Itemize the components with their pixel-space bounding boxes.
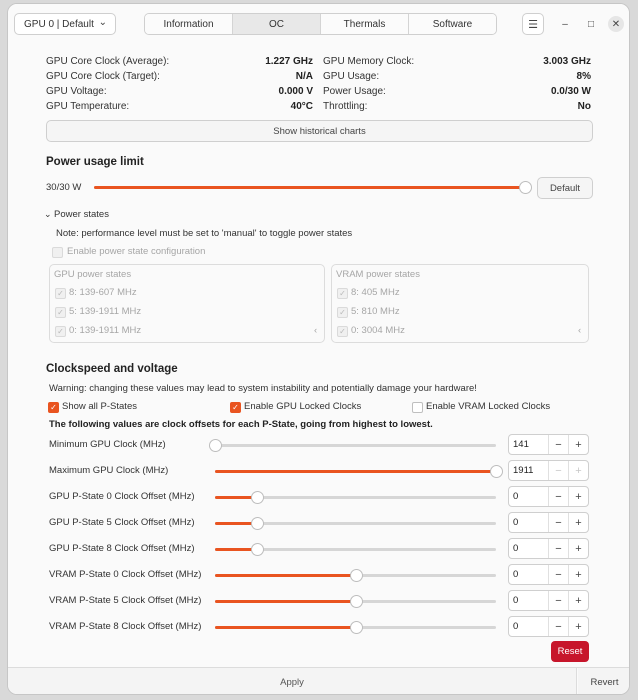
vram-state-label: 8: 405 MHz <box>351 287 400 298</box>
enable-vram-locked-clocks-checkbox[interactable] <box>412 402 423 413</box>
minus-icon[interactable]: − <box>548 435 568 454</box>
clock-row-spinbutton[interactable] <box>508 564 589 585</box>
stat-value: 8% <box>576 71 591 82</box>
chevron-left-icon[interactable]: ‹ <box>578 325 582 336</box>
tab-oc[interactable]: OC <box>233 14 321 34</box>
minus-icon[interactable]: − <box>548 565 568 584</box>
plus-icon[interactable]: + <box>568 461 588 480</box>
clock-row-value[interactable]: 0 <box>513 491 519 502</box>
tab-information[interactable]: Information <box>145 14 233 34</box>
gpu-state-label: 0: 139-1911 MHz <box>69 325 142 336</box>
tab-bar <box>144 13 497 35</box>
power-states-toggle[interactable] <box>44 209 109 220</box>
tab-thermals[interactable]: Thermals <box>321 14 409 34</box>
clock-row-slider[interactable] <box>215 626 496 629</box>
clock-row-spinbutton[interactable] <box>508 486 589 507</box>
clockspeed-title: Clockspeed and voltage <box>46 363 178 375</box>
clock-row-label: Maximum GPU Clock (MHz) <box>49 465 169 476</box>
reset-button[interactable]: Reset <box>551 641 589 662</box>
offsets-note: The following values are clock offsets for each P-State, going from highest to lowest. <box>49 419 433 430</box>
tab-software[interactable]: Software <box>409 14 496 34</box>
clock-row-label: GPU P-State 5 Clock Offset (MHz) <box>49 517 195 528</box>
clock-row-slider-knob[interactable] <box>209 439 222 452</box>
vram-power-states-title: VRAM power states <box>336 269 420 280</box>
clock-row-slider[interactable] <box>215 522 496 525</box>
clock-row-slider-knob[interactable] <box>251 491 264 504</box>
clock-row-value[interactable]: 1911 <box>513 465 534 476</box>
clock-row-label: GPU P-State 0 Clock Offset (MHz) <box>49 491 195 502</box>
power-limit-slider[interactable] <box>94 186 525 189</box>
minus-icon[interactable]: − <box>548 591 568 610</box>
clock-row-slider-knob[interactable] <box>350 595 363 608</box>
maximize-icon[interactable]: □ <box>587 18 595 30</box>
clock-row-value[interactable]: 0 <box>513 517 519 528</box>
stat-label: GPU Voltage: <box>46 86 107 97</box>
power-default-button[interactable]: Default <box>537 177 593 199</box>
power-states-toggle-label: Power states <box>54 209 109 220</box>
clock-row-label: VRAM P-State 8 Clock Offset (MHz) <box>49 621 202 632</box>
stat-label: GPU Temperature: <box>46 101 130 112</box>
plus-icon[interactable]: + <box>568 435 588 454</box>
clock-row-slider[interactable] <box>215 574 496 577</box>
vram-power-states-box <box>331 264 589 343</box>
enable-power-state-label: Enable power state configuration <box>67 246 206 257</box>
gpu-power-states-box <box>49 264 325 343</box>
power-states-note: Note: performance level must be set to 'manual' to toggle power states <box>56 228 353 239</box>
clock-row-spinbutton[interactable] <box>508 460 589 481</box>
stat-value: 3.003 GHz <box>543 56 591 67</box>
plus-icon[interactable]: + <box>568 513 588 532</box>
plus-icon[interactable]: + <box>568 539 588 558</box>
clock-row-slider-knob[interactable] <box>350 569 363 582</box>
clockspeed-warning: Warning: changing these values may lead to system instability and potentially damage your hardware! <box>49 383 477 394</box>
vram-state-label: 5: 810 MHz <box>351 306 400 317</box>
gpu-state-checkbox[interactable]: ✓ <box>55 326 66 337</box>
minus-icon[interactable]: − <box>548 539 568 558</box>
show-historical-charts-button[interactable]: Show historical charts <box>46 120 593 142</box>
vram-state-checkbox[interactable]: ✓ <box>337 326 348 337</box>
clock-row-spinbutton[interactable] <box>508 538 589 559</box>
gpu-select-label: GPU 0 | Default <box>24 18 94 30</box>
show-all-pstates-label: Show all P-States <box>62 401 137 412</box>
chevron-left-icon[interactable]: ‹ <box>314 325 318 336</box>
clock-row-slider-knob[interactable] <box>490 465 503 478</box>
stat-label: GPU Core Clock (Average): <box>46 56 170 67</box>
stat-value: 1.227 GHz <box>265 56 313 67</box>
minus-icon[interactable]: − <box>548 461 568 480</box>
power-limit-slider-fill <box>94 186 525 189</box>
clock-row-value[interactable]: 0 <box>513 543 519 554</box>
stat-label: GPU Memory Clock: <box>323 56 415 67</box>
gpu-state-label: 8: 139-607 MHz <box>69 287 137 298</box>
clock-row-slider-fill <box>215 574 356 577</box>
vram-state-checkbox[interactable]: ✓ <box>337 307 348 318</box>
plus-icon[interactable]: + <box>568 617 588 636</box>
clock-row-slider[interactable] <box>215 470 496 473</box>
stat-value: No <box>577 101 591 112</box>
stat-value: 0.0/30 W <box>550 86 591 97</box>
enable-gpu-locked-clocks-label: Enable GPU Locked Clocks <box>244 401 362 412</box>
clock-row-spinbutton[interactable] <box>508 616 589 637</box>
clock-row-label: VRAM P-State 0 Clock Offset (MHz) <box>49 569 202 580</box>
minimize-icon[interactable]: – <box>562 18 568 30</box>
clock-row-slider-fill <box>215 470 496 473</box>
clock-row-value[interactable]: 0 <box>513 595 519 606</box>
gpu-select-dropdown[interactable] <box>14 13 116 35</box>
clock-row-label: GPU P-State 8 Clock Offset (MHz) <box>49 543 195 554</box>
clock-row-slider[interactable] <box>215 496 496 499</box>
enable-power-state-checkbox[interactable] <box>52 247 63 258</box>
stat-value: 0.000 V <box>278 86 313 97</box>
clock-row-slider[interactable] <box>215 548 496 551</box>
vram-state-checkbox[interactable]: ✓ <box>337 288 348 299</box>
hamburger-menu-icon[interactable]: ☰ <box>522 13 544 35</box>
stat-label: Power Usage: <box>323 86 386 97</box>
power-limit-value: 30/30 W <box>46 182 82 193</box>
footer-bar <box>8 667 629 695</box>
minus-icon[interactable]: − <box>548 487 568 506</box>
power-limit-title: Power usage limit <box>46 156 144 168</box>
clock-row-slider[interactable] <box>215 600 496 603</box>
app-window <box>7 3 630 695</box>
stat-label: Throttling: <box>323 101 368 112</box>
clock-row-slider-fill <box>215 600 356 603</box>
apply-button[interactable]: Apply <box>8 668 577 695</box>
plus-icon[interactable]: + <box>568 591 588 610</box>
revert-button[interactable]: Revert <box>578 668 630 695</box>
minus-icon[interactable]: − <box>548 513 568 532</box>
clock-row-slider-knob[interactable] <box>251 517 264 530</box>
power-limit-slider-knob[interactable] <box>519 181 532 194</box>
show-all-pstates-checkbox[interactable]: ✓ <box>48 402 59 413</box>
clock-row-label: Minimum GPU Clock (MHz) <box>49 439 166 450</box>
gpu-state-checkbox[interactable]: ✓ <box>55 307 66 318</box>
clock-row-slider-fill <box>215 626 356 629</box>
vram-state-label: 0: 3004 MHz <box>351 325 405 336</box>
clock-row-value[interactable]: 0 <box>513 569 519 580</box>
clock-row-label: VRAM P-State 5 Clock Offset (MHz) <box>49 595 202 606</box>
chevron-down-icon: ⌄ <box>98 17 107 28</box>
enable-vram-locked-clocks-label: Enable VRAM Locked Clocks <box>426 401 551 412</box>
plus-icon[interactable]: + <box>568 565 588 584</box>
gpu-power-states-title: GPU power states <box>54 269 132 280</box>
clock-row-spinbutton[interactable] <box>508 590 589 611</box>
clock-row-slider-knob[interactable] <box>350 621 363 634</box>
minus-icon[interactable]: − <box>548 617 568 636</box>
stat-value: 40°C <box>290 101 313 112</box>
stat-label: GPU Usage: <box>323 71 380 82</box>
close-icon[interactable]: ✕ <box>608 16 624 32</box>
plus-icon[interactable]: + <box>568 487 588 506</box>
clock-row-slider[interactable] <box>215 444 496 447</box>
clock-row-slider-knob[interactable] <box>251 543 264 556</box>
clock-row-spinbutton[interactable] <box>508 434 589 455</box>
enable-gpu-locked-clocks-checkbox[interactable]: ✓ <box>230 402 241 413</box>
gpu-state-checkbox[interactable]: ✓ <box>55 288 66 299</box>
gpu-state-label: 5: 139-1911 MHz <box>69 306 142 317</box>
header-bar <box>8 4 629 44</box>
clock-row-spinbutton[interactable] <box>508 512 589 533</box>
clock-row-value[interactable]: 141 <box>513 439 529 450</box>
clock-row-value[interactable]: 0 <box>513 621 519 632</box>
stat-value: N/A <box>295 71 313 82</box>
chevron-down-icon: ⌄ <box>44 209 55 219</box>
stat-label: GPU Core Clock (Target): <box>46 71 160 82</box>
